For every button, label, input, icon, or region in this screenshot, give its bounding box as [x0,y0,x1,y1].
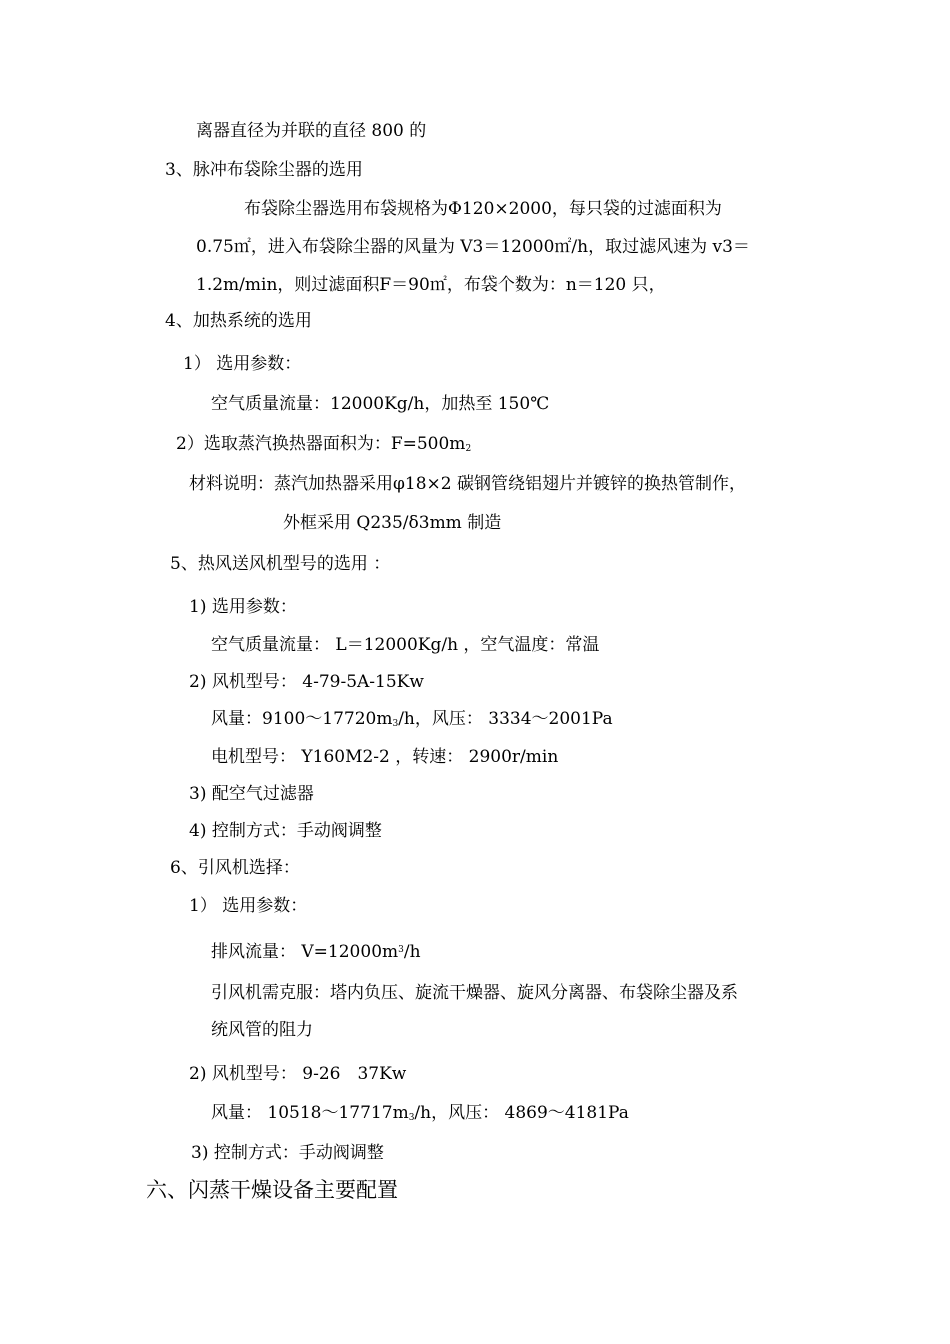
superscript: 3 [398,945,404,955]
text-line: 统风管的阻力 [211,1020,313,1040]
chapter-heading: 六、闪蒸干燥设备主要配置 [146,1178,398,1202]
text-line: 3) 控制方式：手动阀调整 [191,1143,384,1163]
text-line: 1） 选用参数： [183,354,302,374]
text-fragment: /h [403,942,421,962]
text-line [211,708,613,735]
text-line [176,433,471,460]
subscript: 3 [408,1113,415,1123]
text-line: 材料说明：蒸汽加热器采用φ18×2 碳钢管绕铝翅片并镀锌的换热管制作， [189,474,746,494]
text-line: 空气质量流量： L＝12000Kg/h ，空气温度：常温 [211,635,600,655]
text-line: 2) 风机型号： 9-26 37Kw [189,1064,407,1084]
section-heading-heating: 4、加热系统的选用 [165,311,312,331]
text-line: 1) 选用参数： [189,597,297,617]
text-fragment: 排风流量： V=12000m [211,942,399,962]
text-line: 布袋除尘器选用布袋规格为Φ120×2000，每只袋的过滤面积为 [244,199,722,219]
text-line: 2) 风机型号： 4-79-5A-15Kw [189,672,424,692]
section-heading-bag-filter: 3、脉冲布袋除尘器的选用 [165,160,363,180]
text-line: 电机型号： Y160M2-2 ，转速： 2900r/min [211,747,559,767]
text-line: 4) 控制方式：手动阀调整 [189,821,382,841]
text-fragment: 风量：9100～17720m [211,709,393,729]
text-line [211,939,421,963]
text-line: 1） 选用参数： [189,896,308,916]
section-heading-supply-fan: 5、热风送风机型号的选用 ： [170,554,391,574]
subscript: 3 [392,719,399,729]
text-line: 0.75㎡，进入布袋除尘器的风量为 V3＝12000㎡/h，取过滤风速为 v3＝ [196,237,750,257]
text-line: 1.2m/min，则过滤面积F＝90㎡，布袋个数为：n＝120 只， [196,275,666,295]
text-fragment: 2）选取蒸汽换热器面积为：F=500m [176,434,466,454]
text-line: 外框采用 Q235/δ3mm 制造 [283,513,502,533]
text-line: 引风机需克服：塔内负压、旋流干燥器、旋风分离器、布袋除尘器及系 [211,983,738,1003]
subscript: 2 [465,444,472,454]
text-fragment: /h，风压： 3334～2001Pa [398,709,613,729]
text-line: 离器直径为并联的直径 800 的 [196,121,427,141]
section-heading-induced-fan: 6、引风机选择： [170,858,300,878]
text-fragment: 风量： 10518～17717m [211,1103,409,1123]
text-line: 空气质量流量：12000Kg/h，加热至 150℃ [211,394,550,414]
text-line [211,1102,629,1129]
text-fragment: /h，风压： 4869～4181Pa [414,1103,629,1123]
text-line: 3) 配空气过滤器 [189,784,314,804]
